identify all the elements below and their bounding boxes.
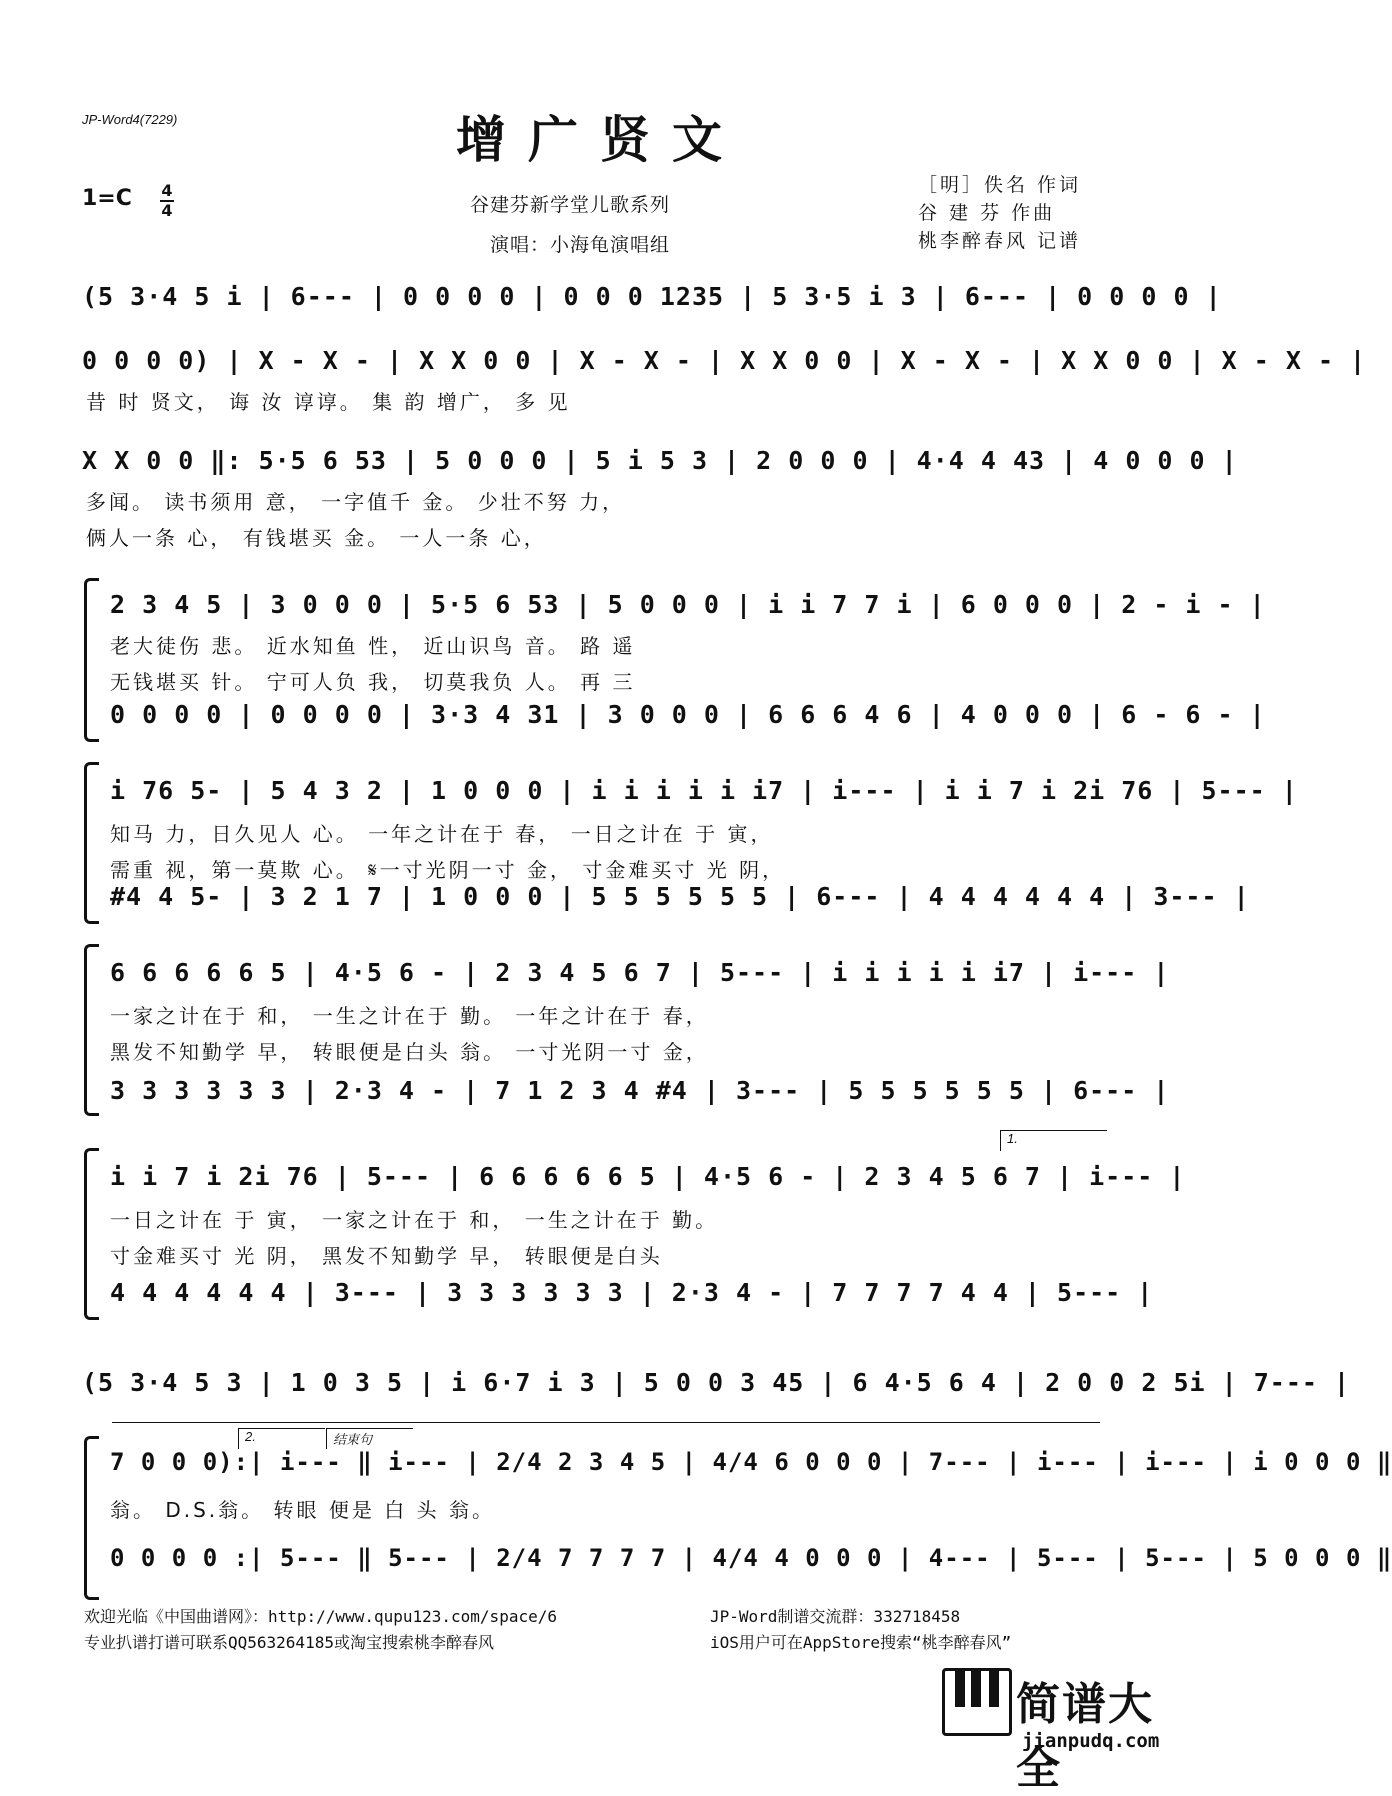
notation-row: i i 7 i 2i 76 | 5--- | 6 6 6 6 6 5 | 4·5 6 - | 2 3 4 5 6 7 | i--- | — [110, 1162, 1186, 1191]
harmony-row: 0 0 0 0 :| 5--- ‖ 5--- | 2/4 7 7 7 7 | 4/4 4 0 0 0 | 4--- | 5--- | 5--- | 5 0 0 0 ‖ — [110, 1544, 1392, 1572]
notation-row: 0 0 0 0) | X - X - | X X 0 0 | X - X - | X X 0 0 | X - X - | X X 0 0 | X - X - | — [82, 346, 1367, 375]
harmony-row: 4 4 4 4 4 4 | 3--- | 3 3 3 3 3 3 | 2·3 4 - | 7 7 7 7 4 4 | 5--- | — [110, 1278, 1154, 1307]
singer-label: 演唱：小海龟演唱组 — [490, 234, 671, 256]
lyric-line: 一日之计在 于 寅， 一家之计在于 和， 一生之计在于 勤。 — [110, 1208, 719, 1232]
credit-lyricist: ［明］佚名 作词 — [918, 174, 1082, 196]
volta-2: 2. — [238, 1428, 325, 1449]
footer-ios: iOS用户可在AppStore搜索“桃李醉春风” — [710, 1633, 1012, 1652]
time-sig-top: 4 — [161, 181, 173, 200]
lyric-line: 知马 力，日久见人 心。 一年之计在于 春， 一日之计在 于 寅， — [110, 822, 774, 846]
notation-row: 2 3 4 5 | 3 0 0 0 | 5·5 6 53 | 5 0 0 0 | i i 7 7 i | 6 0 0 0 | 2 - i - | — [110, 590, 1266, 619]
notation-row: 7 0 0 0):| i--- ‖ i--- | 2/4 2 3 4 5 | 4/4 6 0 0 0 | 7--- | i--- | i--- | i 0 0 0 ‖ — [110, 1448, 1392, 1476]
volta-1: 1. — [1000, 1130, 1107, 1151]
system-brace — [84, 1148, 99, 1320]
lyric-line: 多闻。 读书须用 意， 一字值千 金。 少壮不努 力， — [86, 490, 626, 514]
software-version: JP-Word4(7229) — [82, 112, 178, 127]
time-signature — [160, 182, 174, 219]
lyric-line: 俩人一条 心， 有钱堪买 金。 一人一条 心， — [86, 526, 547, 550]
lyric-line: 昔 时 贤文， 诲 汝 谆谆。 集 韵 增广， 多 见 — [86, 390, 571, 414]
logo-text: 简谱大全 — [1016, 1679, 1154, 1794]
lyric-line: 无钱堪买 针。 宁可人负 我， 切莫我负 人。 再 三 — [110, 670, 636, 694]
site-logo — [942, 1668, 1182, 1794]
footer-website: 欢迎光临《中国曲谱网》：http://www.qupu123.com/space/6 — [84, 1607, 557, 1626]
lyric-line: 黑发不知勤学 早， 转眼便是白头 翁。 一寸光阴一寸 金， — [110, 1040, 709, 1064]
footer-contact: 专业扒谱打谱可联系QQ563264185或淘宝搜索桃李醉春风 — [84, 1633, 494, 1652]
notation-row: X X 0 0 ‖: 5·5 6 53 | 5 0 0 0 | 5 i 5 3 | 2 0 0 0 | 4·4 4 43 | 4 0 0 0 | — [82, 446, 1238, 475]
footer-group: JP-Word制谱交流群：332718458 — [710, 1607, 961, 1626]
piano-icon — [942, 1668, 1012, 1736]
lyric-line: 翁。 D.S.翁。 转眼 便是 白 头 翁。 — [110, 1498, 495, 1522]
system-brace — [84, 762, 99, 924]
lyric-line: 一家之计在于 和， 一生之计在于 勤。 一年之计在于 春， — [110, 1004, 709, 1028]
harmony-row: 3 3 3 3 3 3 | 2·3 4 - | 7 1 2 3 4 #4 | 3--- | 5 5 5 5 5 5 | 6--- | — [110, 1076, 1170, 1105]
lyric-line: 需重 视，第一莫欺 心。 𝄋一寸光阴一寸 金， 寸金难买寸 光 阴， — [110, 858, 786, 882]
credit-transcriber: 桃李醉春风 记谱 — [918, 230, 1082, 252]
notation-row: 6 6 6 6 6 5 | 4·5 6 - | 2 3 4 5 6 7 | 5--- | i i i i i i7 | i--- | — [110, 958, 1170, 987]
logo-url: jianpudq.com — [1022, 1730, 1160, 1752]
ending-label: 结束句 — [326, 1428, 413, 1449]
system-brace — [84, 944, 99, 1116]
tie-line — [112, 1422, 1100, 1423]
time-sig-bottom: 4 — [161, 201, 173, 220]
harmony-row: #4 4 5- | 3 2 1 7 | 1 0 0 0 | 5 5 5 5 5 5 | 6--- | 4 4 4 4 4 4 | 3--- | — [110, 882, 1250, 911]
credit-composer: 谷 建 芬 作曲 — [918, 202, 1056, 224]
system-brace — [84, 578, 99, 742]
series-label: 谷建芬新学堂儿歌系列 — [470, 194, 671, 216]
notation-row: (5 3·4 5 3 | 1 0 3 5 | i 6·7 i 3 | 5 0 0 3 45 | 6 4·5 6 4 | 2 0 0 2 5i | 7--- | — [82, 1368, 1351, 1397]
notation-row: (5 3·4 5 i | 6--- | 0 0 0 0 | 0 0 0 1235 | 5 3·5 i 3 | 6--- | 0 0 0 0 | — [82, 282, 1222, 311]
key-signature: 1=C — [82, 186, 132, 211]
lyric-line: 寸金难买寸 光 阴， 黑发不知勤学 早， 转眼便是白头 — [110, 1244, 663, 1268]
page-title: 增广贤文 — [456, 110, 744, 169]
system-brace — [84, 1436, 99, 1600]
notation-row: i 76 5- | 5 4 3 2 | 1 0 0 0 | i i i i i i7 | i--- | i i 7 i 2i 76 | 5--- | — [110, 776, 1298, 805]
lyric-line: 老大徒伤 悲。 近水知鱼 性， 近山识鸟 音。 路 遥 — [110, 634, 636, 658]
harmony-row: 0 0 0 0 | 0 0 0 0 | 3·3 4 31 | 3 0 0 0 | 6 6 6 4 6 | 4 0 0 0 | 6 - 6 - | — [110, 700, 1266, 729]
